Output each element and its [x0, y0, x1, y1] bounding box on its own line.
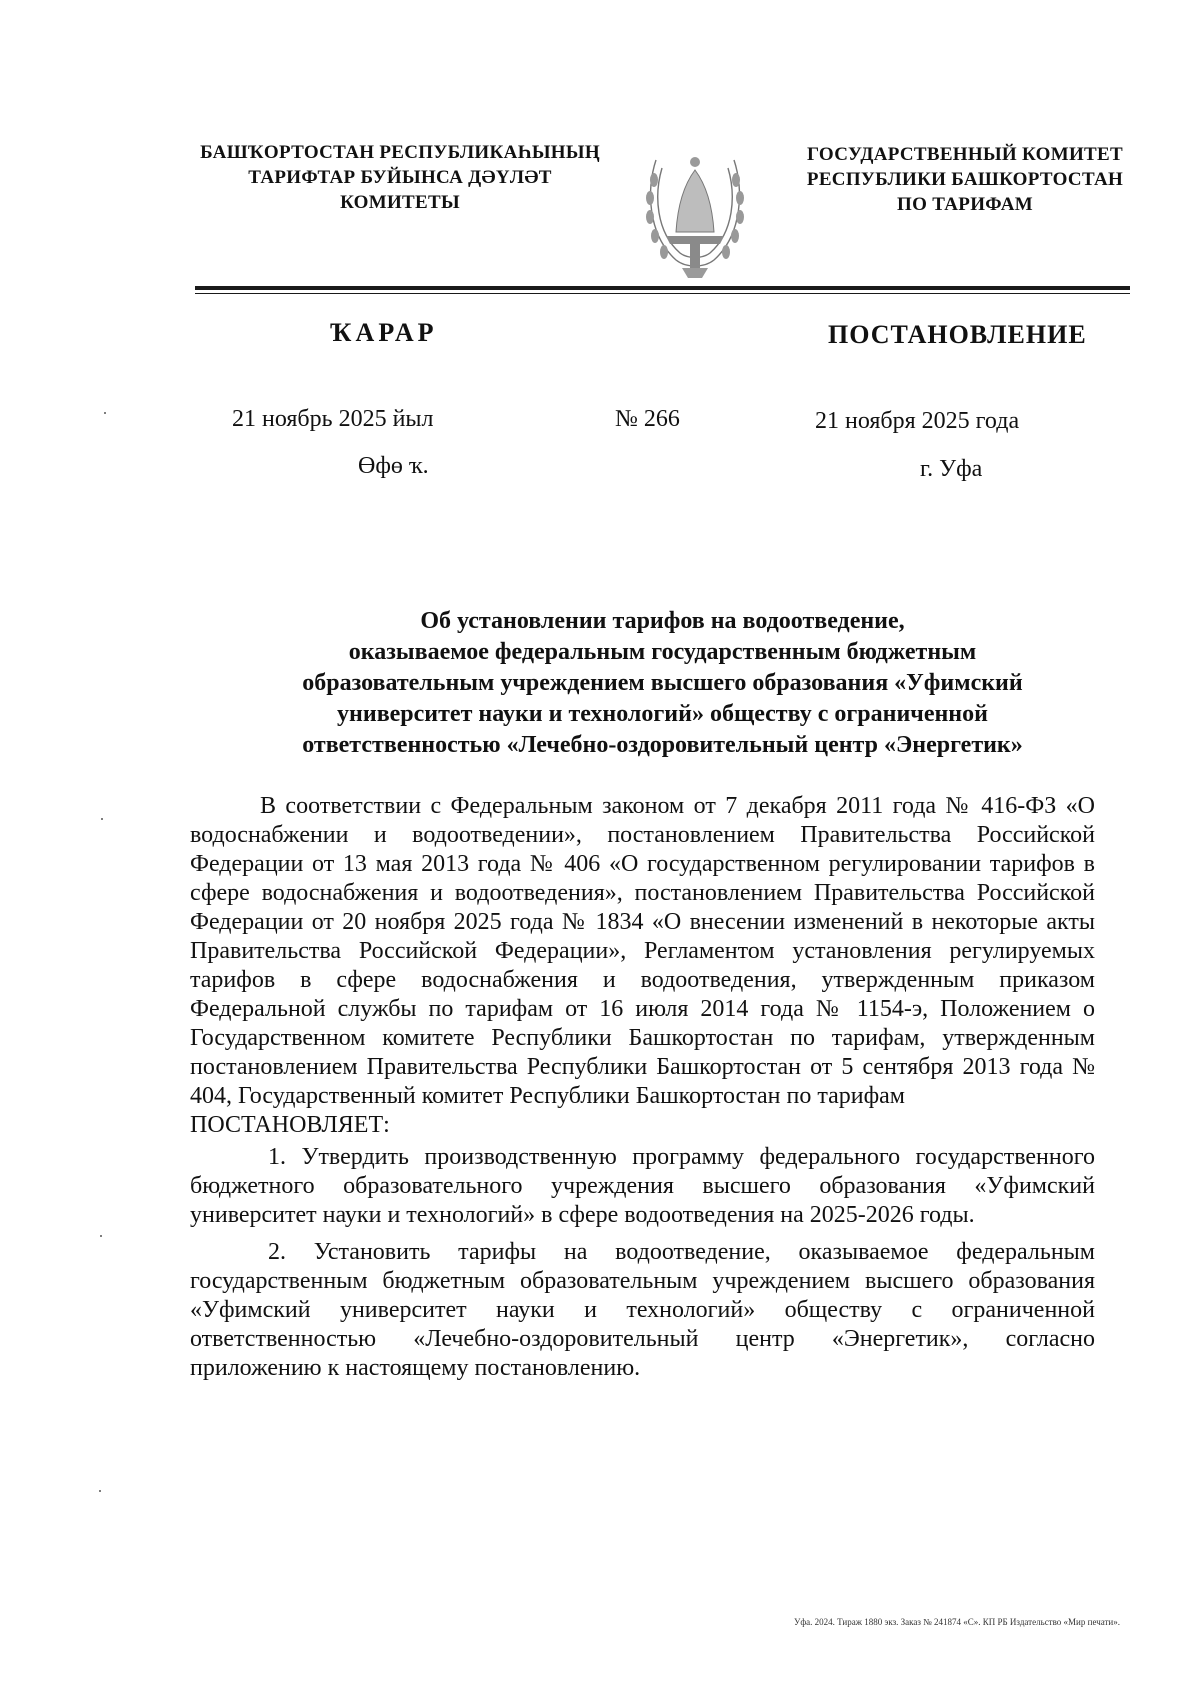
title-line: ответственностью «Лечебно-оздоровительный центр «Энергетик»	[302, 732, 1023, 758]
document-title	[190, 606, 1135, 761]
header-right-line: ГОСУДАРСТВЕННЫЙ КОМИТЕТ	[807, 144, 1123, 165]
date-ba: 21 ноябрь 2025 йыл	[232, 406, 434, 432]
doc-type-ba: ҠАРАР	[330, 318, 438, 347]
header-divider-thick	[195, 286, 1130, 290]
date-ru: 21 ноября 2025 года	[815, 408, 1020, 434]
header-right-line: РЕСПУБЛИКИ БАШКОРТОСТАН	[806, 169, 1124, 190]
header-left-line: ТАРИФТАР БУЙЫНСА ДӘҮЛӘТ	[248, 167, 552, 188]
scan-speck	[100, 1235, 102, 1237]
header-right-line: ПО ТАРИФАМ	[897, 194, 1033, 215]
scan-speck	[104, 412, 106, 414]
header-left-line: БАШҠОРТОСТАН РЕСПУБЛИКАҺЫНЫҢ	[200, 142, 600, 163]
header-divider-thin	[195, 293, 1130, 294]
title-line: Об установлении тарифов на водоотведение,	[420, 608, 905, 634]
header-committee-ru	[790, 142, 1140, 217]
scan-speck	[99, 1490, 101, 1492]
title-line: образовательным учреждением высшего образования «Уфимский	[302, 670, 1023, 696]
place-ru: г. Уфа	[920, 456, 983, 482]
resolves-clause: ПОСТАНОВЛЯЕТ:	[190, 1112, 390, 1138]
coat-of-arms-icon	[636, 140, 754, 282]
document-number: № 266	[615, 406, 680, 432]
header-committee-ba	[185, 140, 615, 215]
preamble-paragraph: В соответствии с Федеральным законом от 7 декабря 2011 года № 416-ФЗ «О водоснабжении и водоотведении», постановлением Правительства Российской Федерации от 13 мая 2013 года № 406 «О государственном регулировании тарифов в сфере водоснабжения и водоотведения», постановлением Правительства Российской Федерации от 20 ноября 2025 года № 1834 «О внесении изменений в некоторые акты Правительства Российской Федерации», Регламентом установления регулируемых тарифов в сфере водоснабжения и водоотведения, утвержденным приказом Федеральной службы по тарифам от 16 июля 2014 года № 1154-э, Положением о Государственном комитете Республики Башкортостан по тарифам, утвержденным постановлением Правительства Республики Башкортостан от 5 сентября 2013 года № 404, Государственный комитет Республики Башкортостан по тарифам	[190, 793, 1095, 1109]
doc-type-ru: ПОСТАНОВЛЕНИЕ	[828, 320, 1087, 349]
item-1-paragraph: 1. Утвердить производственную программу федерального государственного бюджетного образовательного учреждения высшего образования «Уфимский университет науки и технологий» в сфере водоотведения на 2025-2026 годы.	[190, 1144, 1095, 1228]
title-line: оказываемое федеральным государственным бюджетным	[348, 639, 977, 665]
print-imprint: Уфа. 2024. Тираж 1880 экз. Заказ № 241874 «С». КП РБ Издательство «Мир печати».	[793, 1617, 1120, 1627]
header-left-line: КОМИТЕТЫ	[340, 192, 460, 213]
item-2-paragraph: 2. Установить тарифы на водоотведение, оказываемое федеральным государственным бюджетным образовательным учреждением высшего образования «Уфимский университет науки и технологий» обществу с ограниченной ответственностью «Лечебно-оздоровительный центр «Энергетик», согласно приложению к настоящему постановлению.	[190, 1239, 1095, 1381]
document-body	[190, 792, 1095, 1383]
title-line: университет науки и технологий» обществу с ограниченной	[337, 701, 988, 727]
place-ba: Өфө ҡ.	[358, 453, 429, 479]
scan-speck	[101, 818, 103, 820]
